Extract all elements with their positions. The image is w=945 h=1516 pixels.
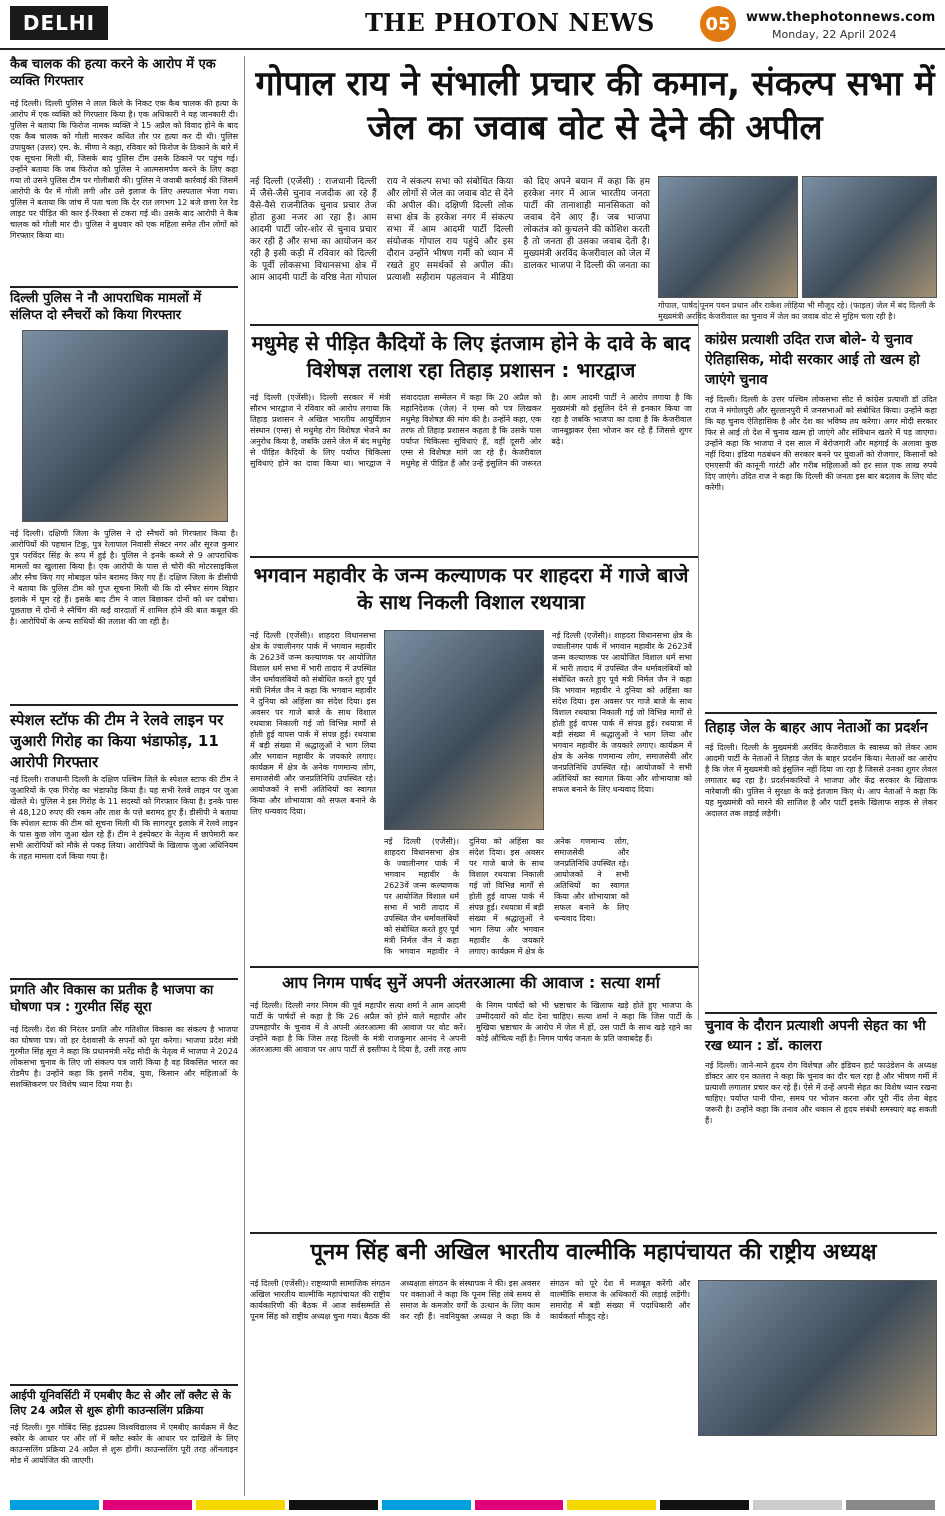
right-headline-3: चुनाव के दौरान प्रत्याशी अपनी सेहत का भी रख ध्यान : डॉ. कालरा: [705, 1018, 926, 1054]
brief-headline-2: दिल्ली पुलिस ने नौ आपराधिक मामलों में संलिप्त दो स्नैचरों को किया गिरफ्तार: [10, 291, 202, 323]
brief-body-4: नई दिल्ली। देश की निरंतर प्रगति और गतिशील विकास का संकल्प है भाजपा का घोषणा पत्र। जो हर देशवासी के सपनों को पूरा करेगा। भाजपा प्रदेश मंत्री गुरमीत सिंह सूरा ने कहा कि प्रधानमंत्री नरेंद्र मोदी के नेतृत्व में भाजपा ने 2024 लोकसभा चुनाव के लिए जो संकल्प पत्र जारी किया है वह विकसित भारत का रोडमैप है। उन्होंने कहा कि इसमें गरीब, युवा, किसान और महिलाओं के सशक्तिकरण पर विशेष ध्यान दिया गया है।: [10, 1025, 238, 1089]
nigam-divider: [250, 1232, 937, 1234]
lead-photo-2: [802, 176, 937, 298]
right-divider-2: [705, 1012, 937, 1014]
brief-divider-4: [10, 1384, 238, 1386]
masthead: [0, 0, 945, 50]
rathyatra-photo: [384, 630, 544, 830]
publication-date: Monday, 22 April 2024: [772, 28, 897, 41]
lead-body: नई दिल्ली (एजेंसी) : राजधानी दिल्ली में जैसे-जैसे चुनाव नजदीक आ रहे हैं वैसे-वैसे राजनीतिक चुनाव प्रचार तेज होता हुआ नजर आ रहा है। आम आदमी पार्टी जोर-शोर से चुनाव प्रचार कर रही है और सभा का आयोजन कर रही है इसी कड़ी में रविवार को दिल्ली के पूर्वी लोकसभा विधानसभा क्षेत्र में आम आदमी पार्टी के वरिष्ठ नेता गोपाल राय ने संकल्प सभा को संबोधित किया और लोगों से जेल का जवाब वोट से देने की अपील की। दक्षिणी दिल्ली लोक सभा क्षेत्र के हरकेश नगर में संकल्प सभा में आम आदमी पार्टी दिल्ली संयोजक गोपाल राय पहुंचे और इस दौरान उन्होंने भीषण गर्मी को ध्यान में रखते हुए समर्थकों से अपील की। प्रत्याशी सहीराम पहलवान ने मीडिया को दिए अपने बयान में कहा कि हम हरकेश नगर में आज भारतीय जनता पार्टी की तानाशाही मानसिकता को जवाब देने आए हैं। जब भाजपा लोकतंत्र को कुचलने की कोशिश करती है तो जनता ही उसका जवाब देती है। मुख्यमंत्री अरविंद केजरीवाल को जेल में डालकर भाजपा ने दिल्ली की जनता का: [250, 177, 650, 283]
tihar-body: नई दिल्ली (एजेंसी)। दिल्ली सरकार में मंत्री सौरभ भारद्वाज ने रविवार को आरोप लगाया कि तिहाड़ प्रशासन ने अखिल भारतीय आयुर्विज्ञान संस्थान (एम्स) से मधुमेह रोग विशेषज्ञ भेजने का अनुरोध किया है, जबकि उसने जेल में बंद मधुमेह से पीड़ित कैदियों के लिए पर्याप्त चिकित्सा सुविधाएं होने का दावा किया था। भारद्वाज ने संवाददाता सम्मेलन में कहा कि 20 अप्रैल को महानिदेशक (जेल) ने एम्स को पत्र लिखकर मधुमेह विशेषज्ञ की मांग की है। उन्होंने कहा, एक तरफ तो तिहाड़ प्रशासन कहता है कि उसके पास पर्याप्त चिकित्सा सुविधाएं हैं, वहीं दूसरी ओर एम्स से विशेषज्ञ मांगे जा रहे हैं। केजरीवाल मधुमेह से पीड़ित हैं और उन्हें इंसुलिन की जरूरत है। आम आदमी पार्टी ने आरोप लगाया है कि मुख्यमंत्री को इंसुलिन देने से इनकार किया जा रहा है जबकि भाजपा का दावा है कि केजरीवाल जानबूझकर ऐसा भोजन कर रहे हैं जिससे शुगर बढ़े।: [250, 393, 692, 468]
brief-body-2: नई दिल्ली। दक्षिणी जिला के पुलिस ने दो स्नैचरों को गिरफ्तार किया है। आरोपियों की पहचान टिकू, पुत्र रेलापाल निवासी सेक्टर नगर और सूरज कुमार पुत्र परविंदर सिंह के रूप में हुई है। पुलिस ने इनके कब्जे से 9 आपराधिक मामलों का खुलासा किया है। एक आरोपी के पास से चोरी की मोटरसाइकिल और स्नैच किए गए मोबाइल फोन बरामद किए गए हैं। दक्षिण जिला के डीसीपी ने बताया कि पुलिस टीम को गुप्त सूचना मिली थी कि दो स्नैचर संगम विहार इलाके में घूम रहे हैं। इसके बाद टीम ने जाल बिछाकर दोनों को धर दबोचा। पूछताछ में दोनों ने स्नैचिंग की कई वारदातों में शामिल होने की बात कबूल की है। आरोपियों के अन्य साथियों की तलाश की जा रही है।: [10, 529, 238, 626]
rathyatra-body-under-photo: नई दिल्ली (एजेंसी)। शाहदरा विधानसभा क्षेत्र के ज्वालीनगर पार्क में भगवान महावीर के 2623वें जन्म कल्याणक पर आयोजित विशाल धर्म सभा में भारी तादाद में उपस्थित जैन धर्मावलंबियों को संबोधित करते हुए पूर्व मंत्री निर्मल जैन ने कहा कि भगवान महावीर ने दुनिया को अहिंसा का संदेश दिया। इस अवसर पर गाजे बाजे के साथ विशाल रथयात्रा निकाली गई जो विभिन्न मार्गों से होती हुई वापस पार्क में संपन्न हुई। रथयात्रा में बड़ी संख्या में श्रद्धालुओं ने भाग लिया और भगवान महावीर के जयकारे लगाए। कार्यक्रम में क्षेत्र के अनेक गणमान्य लोग, समाजसेवी और जनप्रतिनिधि उपस्थित रहे। आयोजकों ने सभी अतिथियों का स्वागत किया और शोभायात्रा को सफल बनाने के लिए धन्यवाद दिया।: [384, 837, 629, 956]
brief-headline-4: प्रगति और विकास का प्रतीक है भाजपा का घोषणा पत्र : गुरमीत सिंह सूरा: [10, 983, 214, 1015]
poonam-photo: [698, 1280, 937, 1436]
brief-divider-3: [10, 978, 238, 980]
nigam-body: नई दिल्ली। दिल्ली नगर निगम की पूर्व महापौर सत्या शर्मा ने आम आदमी पार्टी के पार्षदों से कहा है कि 26 अप्रैल को होने वाले महापौर और उपमहापौर के चुनाव में वे अपनी अंतरआत्मा की आवाज पर वोट करें। उन्होंने कहा है कि जिस तरह दिल्ली के मंत्री राजकुमार आनंद ने अपनी अंतरआत्मा की आवाज पर आप पार्टी से इस्तीफा दे दिया है, उसी तरह आप के निगम पार्षदों को भी भ्रष्टाचार के खिलाफ खड़े होते हुए भाजपा के उम्मीदवारों को वोट देना चाहिए। सत्या शर्मा ने कहा कि जिस पार्टी के मुखिया भ्रष्टाचार के आरोप में जेल में हों, उस पार्टी के साथ खड़े रहने का कोई औचित्य नहीं है। निगम पार्षद जनता के प्रति जवाबदेह हैं।: [250, 1001, 692, 1054]
right-body-3: नई दिल्ली। जाने-माने हृदय रोग विशेषज्ञ और इंडियन हार्ट फाउंडेशन के अध्यक्ष डॉक्टर आर एन कालरा ने कहा कि चुनाव का दौर चल रहा है और भीषण गर्मी में प्रत्याशी लगातार प्रचार कर रहे हैं। ऐसे में उन्हें अपनी सेहत का विशेष ध्यान रखना चाहिए। पर्याप्त पानी पीना, समय पर भोजन करना और पूरी नींद लेना बेहद जरूरी है। उन्होंने कहा कि तनाव और थकान से हृदय संबंधी समस्याएं बढ़ सकती हैं।: [705, 1061, 937, 1125]
lead-divider: [250, 324, 698, 326]
right-body-2: नई दिल्ली। दिल्ली के मुख्यमंत्री अरविंद केजरीवाल के स्वास्थ्य को लेकर आम आदमी पार्टी के नेताओं ने तिहाड़ जेल के बाहर प्रदर्शन किया। नेताओं का आरोप है कि जेल में मुख्यमंत्री को इंसुलिन नहीं दिया जा रहा है जिससे उनका शुगर लेवल लगातार बढ़ रहा है। प्रदर्शनकारियों ने भाजपा और केंद्र सरकार के खिलाफ नारेबाजी की। पुलिस ने सुरक्षा के कड़े इंतजाम किए थे। आप नेताओं ने कहा कि यह मुख्यमंत्री को मारने की साजिश है और पार्टी इसके खिलाफ सड़क से लेकर अदालत तक लड़ाई लड़ेगी।: [705, 743, 937, 818]
color-swatch: [660, 1500, 749, 1510]
lead-photo-1: [658, 176, 798, 298]
paper-name: THE PHOTON NEWS: [365, 8, 655, 37]
website-link[interactable]: www.thephotonnews.com: [746, 10, 936, 25]
right-body-1: नई दिल्ली। दिल्ली के उत्तर पश्चिम लोकसभा सीट से कांग्रेस प्रत्याशी डॉ उदित राज ने मंगोलपुरी और सुल्तानपुरी में जनसभाओं को संबोधित किया। उन्होंने कहा कि यह चुनाव ऐतिहासिक है और देश का भविष्य तय करेगा। अगर मोदी सरकार फिर से आई तो देश में चुनाव खत्म हो जाएंगे और संविधान खतरे में पड़ जाएगा। उन्होंने कहा कि भाजपा ने दस साल में बेरोजगारी और महंगाई के अलावा कुछ नहीं दिया। इंडिया गठबंधन की सरकार बनने पर युवाओं को रोजगार, किसानों को एमएसपी की कानूनी गारंटी और गरीब महिलाओं को हर साल एक लाख रुपये दिए जाएंगे। उदित राज ने कहा कि दिल्ली की जनता इस बार बदलाव के लिए वोट करेगी।: [705, 395, 937, 492]
nigam-headline: आप निगम पार्षद सुनें अपनी अंतरआत्मा की आवाज : सत्या शर्मा: [282, 973, 660, 992]
brief-body-3: नई दिल्ली। राजधानी दिल्ली के दक्षिण पश्चिम जिले के स्पेशल स्टाफ की टीम ने जुआरियों के एक गिरोह का भंडाफोड़ किया है। यह सभी रेलवे लाइन पर जुआ खेलते थे। पुलिस ने इस गिरोह के 11 सदस्यों को गिरफ्तार किया है। इनके पास से 48,120 रुपए की रकम और ताश के पत्ते बरामद हुए हैं। डीसीपी ने बताया कि स्पेशल स्टाफ की टीम को सूचना मिली थी कि सागरपुर इलाके में रेलवे लाइन के पास कुछ लोग जुआ खेल रहे हैं। टीम ने इंस्पेक्टर के नेतृत्व में छापेमारी कर सभी आरोपियों को मौके से पकड़ लिया। आरोपियों के खिलाफ जुआ अधिनियम के तहत मामला दर्ज किया गया है।: [10, 775, 238, 861]
right-divider-1: [705, 712, 937, 714]
brief-photo-2: [22, 330, 228, 522]
color-swatch: [753, 1500, 842, 1510]
tihar-headline: मधुमेह से पीड़ित कैदियों के लिए इंतजाम होने के दावे के बाद विशेषज्ञ तलाश रहा तिहाड़ प्रशासन : भारद्वाज: [251, 331, 691, 382]
color-swatch: [289, 1500, 378, 1510]
rathyatra-divider: [250, 966, 698, 968]
brief-divider-2: [10, 704, 238, 706]
brief-headline-1: कैब चालक की हत्या करने के आरोप में एक व्यक्ति गिरफ्तार: [10, 57, 216, 89]
brief-body-5: नई दिल्ली। गुरु गोबिंद सिंह इंद्रप्रस्थ विश्वविद्यालय में एमबीए कार्यक्रम में कैट स्कोर के आधार पर और लॉ में क्लैट स्कोर के आधार पर दाखिले के लिए काउन्सलिंग प्रक्रिया 24 अप्रैल से शुरू होगी। काउन्सलिंग पूरी तरह ऑनलाइन मोड में आयोजित की जाएगी।: [10, 1423, 238, 1465]
page-number-badge: 05: [700, 6, 736, 42]
right-headline-1: कांग्रेस प्रत्याशी उदित राज बोले- ये चुनाव ऐतिहासिक, मोदी सरकार आई तो खत्म हो जाएंगे चुनाव: [705, 332, 920, 388]
color-swatch: [10, 1500, 99, 1510]
poonam-headline: पूनम सिंह बनी अखिल भारतीय वाल्मीकि महापंचायत की राष्ट्रीय अध्यक्ष: [310, 1240, 877, 1265]
right-column-rule: [698, 300, 699, 1020]
color-swatch: [196, 1500, 285, 1510]
brief-body-1: नई दिल्ली। दिल्ली पुलिस ने लाल किले के निकट एक कैब चालक की हत्या के आरोप में एक व्यक्ति को गिरफ्तार किया है। एक अधिकारी ने यह जानकारी दी। पुलिस ने बताया कि फिरोज नामक व्यक्ति ने 15 अप्रैल को विवाद होने के बाद एक कैब चालक को गोली मारकर कथित तौर पर हत्या कर दी थी। पुलिस उपायुक्त (उत्तर) एम. के. मीणा ने कहा, रविवार को फिरोज के ठिकाने के बारे में एक सूचना मिली थी, जिसके बाद पुलिस टीम उसके ठिकाने पर पहुंच गई। उन्होंने बताया कि जब फिरोज को पुलिस ने आत्मसमर्पण करने के लिए कहा गया तो उसने पुलिस टीम पर गोलीबारी की। पुलिस ने जवाबी कार्रवाई की जिसमें आरोपी के पैर में गोली लगी और उसे इलाज के लिए अस्पताल भेजा गया। पुलिस ने बताया कि जांच में पता चला कि देर रात लगभग 12 बजे छत्ता रेल रेड लाइट पर पीड़ित की कार ई-रिक्शा से टकरा गई थी। उसके बाद आरोपी ने कैब चालक को गोली मार दी। पुलिस ने बुधवार को एक महिला समेत तीन लोगों को गिरफ्तार किया था।: [10, 99, 238, 240]
city-tag: DELHI: [10, 6, 108, 40]
rathyatra-body: नई दिल्ली (एजेंसी)। शाहदरा विधानसभा क्षेत्र के ज्वालीनगर पार्क में भगवान महावीर के 2623वें जन्म कल्याणक पर आयोजित विशाल धर्म सभा में भारी तादाद में उपस्थित जैन धर्मावलंबियों को संबोधित करते हुए पूर्व मंत्री निर्मल जैन ने कहा कि भगवान महावीर ने दुनिया को अहिंसा का संदेश दिया। इस अवसर पर गाजे बाजे के साथ विशाल रथयात्रा निकाली गई जो विभिन्न मार्गों से होती हुई वापस पार्क में संपन्न हुई। रथयात्रा में बड़ी संख्या में श्रद्धालुओं ने भाग लिया और भगवान महावीर के जयकारे लगाए। कार्यक्रम में क्षेत्र के अनेक गणमान्य लोग, समाजसेवी और जनप्रतिनिधि उपस्थित रहे। आयोजकों ने सभी अतिथियों का स्वागत किया और शोभायात्रा को सफल बनाने के लिए धन्यवाद दिया।: [250, 631, 376, 816]
rathyatra-body-cont: नई दिल्ली (एजेंसी)। शाहदरा विधानसभा क्षेत्र के ज्वालीनगर पार्क में भगवान महावीर के 2623वें जन्म कल्याणक पर आयोजित विशाल धर्म सभा में भारी तादाद में उपस्थित जैन धर्मावलंबियों को संबोधित करते हुए पूर्व मंत्री निर्मल जैन ने कहा कि भगवान महावीर ने दुनिया को अहिंसा का संदेश दिया। इस अवसर पर गाजे बाजे के साथ विशाल रथयात्रा निकाली गई जो विभिन्न मार्गों से होती हुई वापस पार्क में संपन्न हुई। रथयात्रा में बड़ी संख्या में श्रद्धालुओं ने भाग लिया और भगवान महावीर के जयकारे लगाए। कार्यक्रम में क्षेत्र के अनेक गणमान्य लोग, समाजसेवी और जनप्रतिनिधि उपस्थित रहे। आयोजकों ने सभी अतिथियों का स्वागत किया और शोभायात्रा को सफल बनाने के लिए धन्यवाद दिया।: [552, 631, 692, 794]
color-swatch: [382, 1500, 471, 1510]
right-headline-2: तिहाड़ जेल के बाहर आप नेताओं का प्रदर्शन: [705, 720, 928, 736]
color-swatch: [475, 1500, 564, 1510]
poonam-body: नई दिल्ली (एजेंसी)। राष्ट्रव्यापी सामाजिक संगठन अखिल भारतीय वाल्मीकि महापंचायत की राष्ट्रीय कार्यकारिणी की बैठक में आज सर्वसम्मति से पूनम सिंह को राष्ट्रीय अध्यक्ष चुना गया। बैठक की अध्यक्षता संगठन के संस्थापक ने की। इस अवसर पर वक्ताओं ने कहा कि पूनम सिंह लंबे समय से समाज के कमजोर वर्गों के उत्थान के लिए काम कर रही हैं। नवनियुक्त अध्यक्ष ने कहा कि वे संगठन को पूरे देश में मजबूत करेंगी और वाल्मीकि समाज के अधिकारों की लड़ाई लड़ेंगी। समारोह में बड़ी संख्या में पदाधिकारी और कार्यकर्ता मौजूद रहे।: [250, 1279, 690, 1321]
brief-headline-5: आईपी यूनिवर्सिटी में एमबीए कैट से और लॉ क्लैट से के लिए 24 अप्रैल से शुरू होगी काउन्सलिंग प्रक्रिया: [10, 1389, 231, 1417]
brief-headline-3: स्पेशल स्टॉफ की टीम ने रेलवे लाइन पर जुआरी गिरोह का किया भंडाफोड़, 11 आरोपी गिरफ्तार: [10, 711, 224, 771]
color-swatch: [567, 1500, 656, 1510]
brief-divider-1: [10, 286, 238, 288]
color-swatch: [846, 1500, 935, 1510]
rathyatra-headline: भगवान महावीर के जन्म कल्याणक पर शाहदरा में गाजे बाजे के साथ निकली विशाल रथयात्रा: [253, 563, 689, 614]
lead-headline: गोपाल राय ने संभाली प्रचार की कमान, संकल्प सभा में जेल का जवाब वोट से देने की अपील: [255, 64, 935, 148]
registration-color-bar: [10, 1500, 935, 1510]
left-column-rule: [244, 56, 245, 1496]
lead-photo-caption: गोपाल, पार्षद पूनम पवन प्रधान और राकेश लोहिया भी मौजूद रहे। (फाइल) जेल में बंद दिल्ली के मुख्यमंत्री अरविंद केजरीवाल का चुनाव में जेल का जवाब वोट से मुहिम चला रही है।: [658, 301, 936, 321]
tihar-divider: [250, 556, 698, 558]
color-swatch: [103, 1500, 192, 1510]
